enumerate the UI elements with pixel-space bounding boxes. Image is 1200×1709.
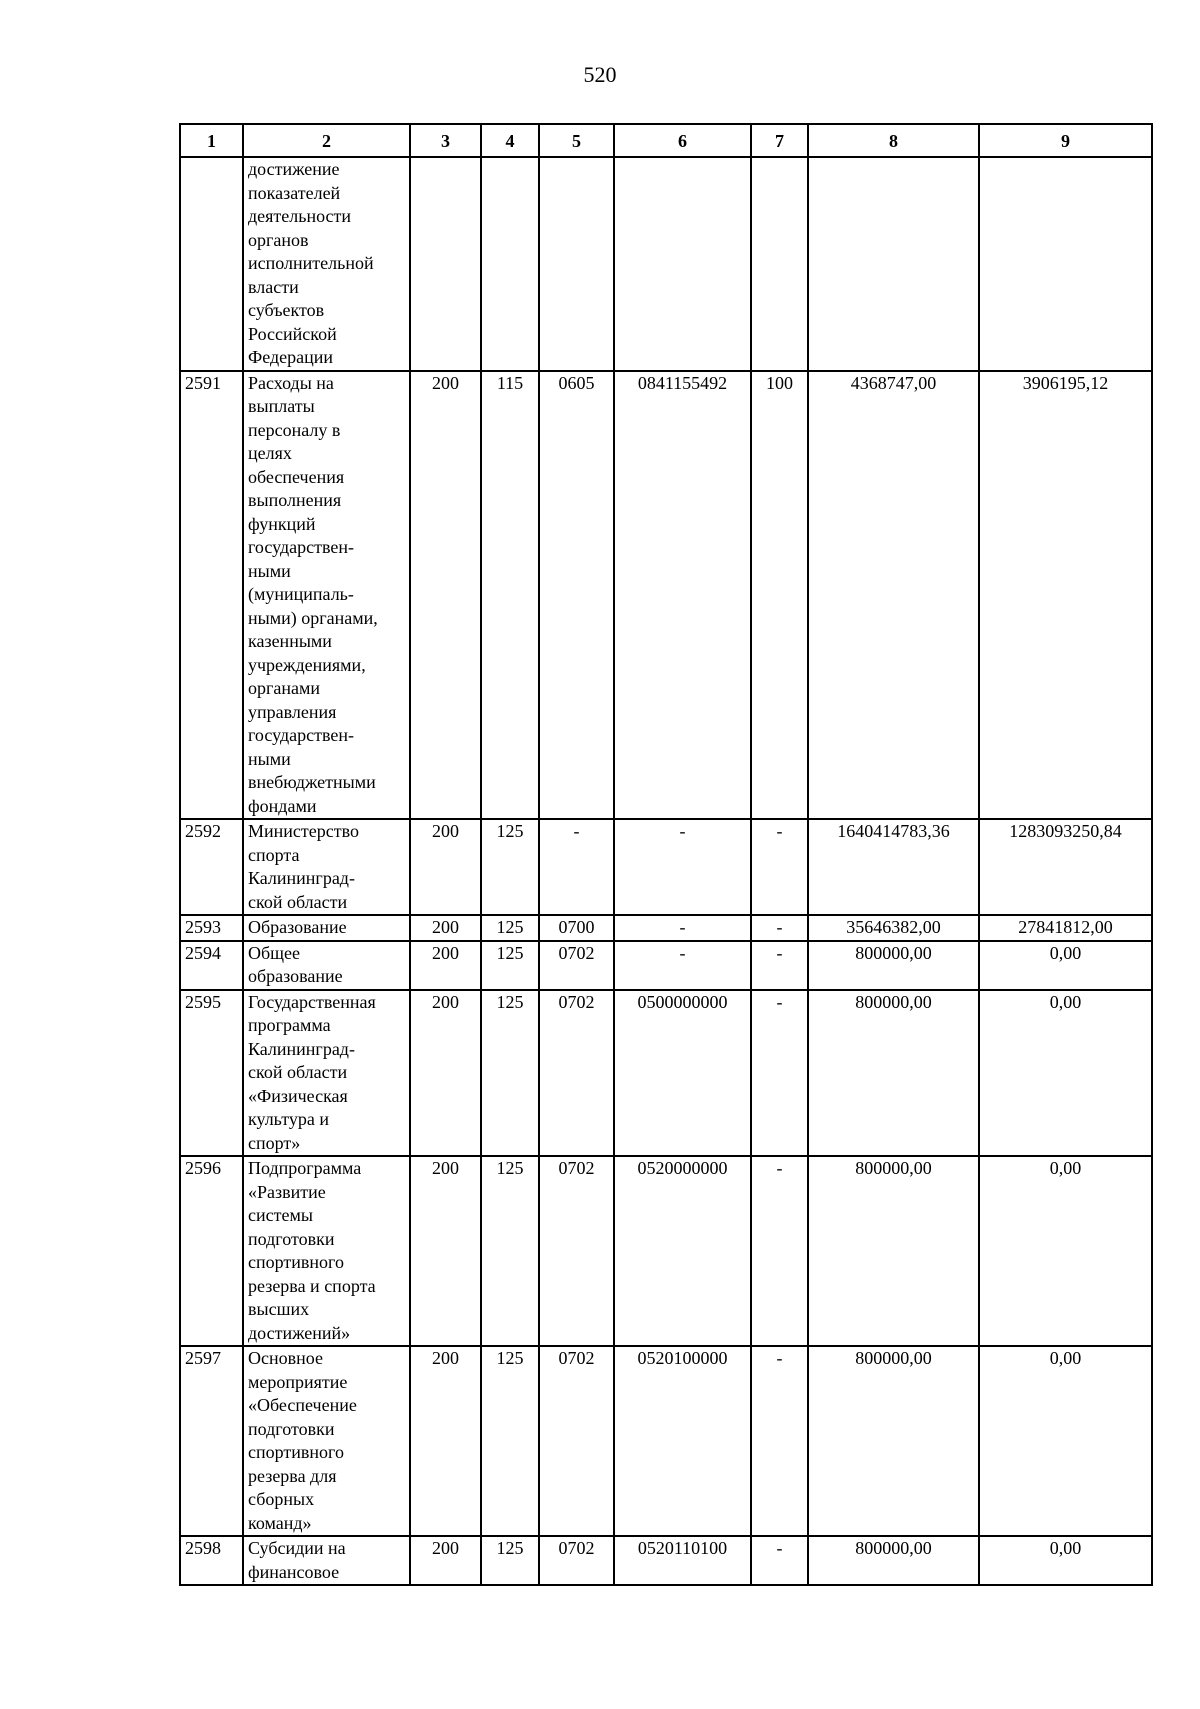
table-row (180, 941, 1152, 990)
expense-type-cell: - (751, 915, 808, 941)
item-name-line: целях (248, 443, 292, 463)
section-code-cell: 200 (410, 990, 481, 1157)
table-row (180, 819, 1152, 915)
item-name-line: органов (248, 229, 309, 250)
item-name-line: Калининград- (248, 1038, 355, 1059)
item-name-line: показателей (248, 182, 341, 203)
item-name-line: Федерации (248, 347, 334, 367)
item-name-line: обеспечения (248, 466, 345, 487)
section-code-cell: 200 (410, 1346, 481, 1536)
item-name-line: системы (248, 1205, 313, 1225)
executed-amount-cell: 0,00 (979, 990, 1152, 1157)
target-article-cell: 0841155492 (614, 371, 751, 820)
item-name-line: государствен- (248, 725, 355, 745)
executed-amount-cell: 1283093250,84 (979, 819, 1152, 915)
subsection-code-cell (539, 157, 614, 371)
item-name-line: культура и (248, 1109, 329, 1129)
row-number-cell: 2596 (180, 1156, 243, 1346)
section-code-cell: 200 (410, 371, 481, 820)
approved-amount-cell: 800000,00 (808, 990, 979, 1157)
item-name-line: субъектов (248, 300, 325, 320)
item-name-line: резерва для (248, 1465, 337, 1486)
section-code-cell: 200 (410, 915, 481, 941)
subsection-code-cell: 0700 (539, 915, 614, 941)
item-name-line: выполнения (248, 490, 342, 510)
ministry-code-cell: 125 (481, 915, 539, 941)
target-article-cell: - (614, 915, 751, 941)
item-name-line: ными (248, 560, 291, 581)
item-name-line: исполнительной (248, 253, 374, 273)
section-code-cell (410, 157, 481, 371)
item-name-line: достижение (248, 159, 340, 179)
item-name-line: спортивного (248, 1442, 344, 1462)
expense-type-cell: - (751, 990, 808, 1157)
approved-amount-cell: 4368747,00 (808, 371, 979, 820)
executed-amount-cell (979, 157, 1152, 371)
item-name-line: учреждениями, (248, 654, 366, 675)
row-number-cell: 2597 (180, 1346, 243, 1536)
col-header-8: 8 (808, 124, 979, 157)
item-name-line: управления (248, 701, 337, 722)
subsection-code-cell: 0702 (539, 941, 614, 990)
executed-amount-cell: 27841812,00 (979, 915, 1152, 941)
expense-type-cell: - (751, 941, 808, 990)
item-name-line: Подпрограмма (248, 1158, 362, 1178)
ministry-code-cell: 115 (481, 371, 539, 820)
item-name-line: команд» (248, 1512, 312, 1533)
item-name-line: (муниципаль- (248, 584, 354, 604)
table-row (180, 371, 1152, 820)
executed-amount-cell: 0,00 (979, 1536, 1152, 1585)
row-number-cell (180, 157, 243, 371)
item-name-line: сборных (248, 1489, 315, 1509)
table-row (180, 990, 1152, 1157)
col-header-7: 7 (751, 124, 808, 157)
col-header-5: 5 (539, 124, 614, 157)
table-row (180, 1346, 1152, 1536)
item-name-line: выплаты (248, 396, 315, 416)
item-name-line: «Физическая (248, 1085, 348, 1106)
item-name-line: Субсидии на (248, 1538, 346, 1558)
section-code-cell: 200 (410, 941, 481, 990)
ministry-code-cell: 125 (481, 1346, 539, 1536)
item-name-line: Министерство (248, 821, 359, 841)
section-code-cell: 200 (410, 1156, 481, 1346)
approved-amount-cell: 1640414783,36 (808, 819, 979, 915)
item-name-line: финансовое (248, 1561, 340, 1582)
item-name-line: Расходы на (248, 372, 334, 393)
row-number-cell: 2593 (180, 915, 243, 941)
item-name-cell (243, 157, 410, 371)
item-name-line: программа (248, 1015, 331, 1035)
item-name-line: резерва и спорта (248, 1275, 376, 1296)
ministry-code-cell: 125 (481, 1536, 539, 1585)
item-name-line: ской области (248, 891, 348, 912)
target-article-cell: 0520000000 (614, 1156, 751, 1346)
col-header-3: 3 (410, 124, 481, 157)
ministry-code-cell: 125 (481, 941, 539, 990)
expense-type-cell: - (751, 819, 808, 915)
item-name-line: подготовки (248, 1228, 335, 1249)
item-name-cell (243, 990, 410, 1157)
col-header-2: 2 (243, 124, 410, 157)
item-name-line: мероприятие (248, 1371, 348, 1392)
approved-amount-cell: 800000,00 (808, 1346, 979, 1536)
item-name-cell (243, 1156, 410, 1346)
subsection-code-cell: - (539, 819, 614, 915)
expense-type-cell: - (751, 1536, 808, 1585)
table-row (180, 157, 1152, 371)
item-name-cell (243, 941, 410, 990)
item-name-line: спорт» (248, 1132, 301, 1153)
item-name-line: образование (248, 966, 343, 986)
item-name-line: фондами (248, 795, 317, 816)
item-name-line: «Обеспечение (248, 1395, 357, 1415)
col-header-1: 1 (180, 124, 243, 157)
expense-type-cell (751, 157, 808, 371)
table-row (180, 915, 1152, 941)
item-name-line: функций (248, 513, 316, 534)
item-name-line: спортивного (248, 1252, 344, 1272)
executed-amount-cell: 0,00 (979, 1156, 1152, 1346)
item-name-line: Калининград- (248, 868, 355, 888)
item-name-line: Российской (248, 323, 337, 344)
item-name-cell (243, 1346, 410, 1536)
expense-type-cell: - (751, 1346, 808, 1536)
approved-amount-cell (808, 157, 979, 371)
table-row (180, 1536, 1152, 1585)
item-name-line: Государственная (248, 991, 376, 1012)
item-name-line: высших (248, 1299, 310, 1319)
item-name-line: персоналу в (248, 419, 341, 440)
approved-amount-cell: 35646382,00 (808, 915, 979, 941)
target-article-cell: - (614, 819, 751, 915)
target-article-cell: 0520110100 (614, 1536, 751, 1585)
subsection-code-cell: 0702 (539, 1536, 614, 1585)
header-row (180, 124, 1152, 157)
executed-amount-cell: 3906195,12 (979, 371, 1152, 820)
target-article-cell: - (614, 941, 751, 990)
item-name-line: Основное (248, 1348, 323, 1368)
item-name-cell (243, 915, 410, 941)
item-name-line: власти (248, 276, 299, 297)
ministry-code-cell: 125 (481, 819, 539, 915)
approved-amount-cell: 800000,00 (808, 941, 979, 990)
approved-amount-cell: 800000,00 (808, 1156, 979, 1346)
item-name-cell (243, 1536, 410, 1585)
target-article-cell (614, 157, 751, 371)
item-name-line: ской области (248, 1062, 348, 1082)
executed-amount-cell: 0,00 (979, 1346, 1152, 1536)
item-name-line: казенными (248, 631, 332, 651)
ministry-code-cell: 125 (481, 990, 539, 1157)
expense-type-cell: 100 (751, 371, 808, 820)
item-name-line: Образование (248, 917, 347, 937)
ministry-code-cell (481, 157, 539, 371)
target-article-cell: 0500000000 (614, 990, 751, 1157)
item-name-line: «Развитие (248, 1181, 326, 1202)
expense-type-cell: - (751, 1156, 808, 1346)
ministry-code-cell: 125 (481, 1156, 539, 1346)
page-number: 520 (583, 62, 617, 87)
item-name-line: внебюджетными (248, 772, 376, 792)
subsection-code-cell: 0702 (539, 1156, 614, 1346)
budget-table (179, 123, 1153, 1586)
item-name-line: ными (248, 748, 291, 769)
col-header-6: 6 (614, 124, 751, 157)
col-header-9: 9 (979, 124, 1152, 157)
approved-amount-cell: 800000,00 (808, 1536, 979, 1585)
item-name-line: ными) органами, (248, 607, 378, 628)
item-name-cell (243, 819, 410, 915)
section-code-cell: 200 (410, 819, 481, 915)
row-number-cell: 2591 (180, 371, 243, 820)
subsection-code-cell: 0605 (539, 371, 614, 820)
table-row (180, 1156, 1152, 1346)
subsection-code-cell: 0702 (539, 990, 614, 1157)
item-name-line: спорта (248, 844, 300, 865)
row-number-cell: 2592 (180, 819, 243, 915)
item-name-line: достижений» (248, 1322, 351, 1343)
item-name-line: Общее (248, 942, 300, 963)
row-number-cell: 2595 (180, 990, 243, 1157)
row-number-cell: 2594 (180, 941, 243, 990)
subsection-code-cell: 0702 (539, 1346, 614, 1536)
target-article-cell: 0520100000 (614, 1346, 751, 1536)
item-name-line: государствен- (248, 537, 355, 557)
table-body (180, 157, 1152, 1585)
item-name-line: деятельности (248, 206, 352, 226)
item-name-cell (243, 371, 410, 820)
row-number-cell: 2598 (180, 1536, 243, 1585)
item-name-line: подготовки (248, 1418, 335, 1439)
item-name-line: органами (248, 678, 321, 698)
executed-amount-cell: 0,00 (979, 941, 1152, 990)
section-code-cell: 200 (410, 1536, 481, 1585)
col-header-4: 4 (481, 124, 539, 157)
